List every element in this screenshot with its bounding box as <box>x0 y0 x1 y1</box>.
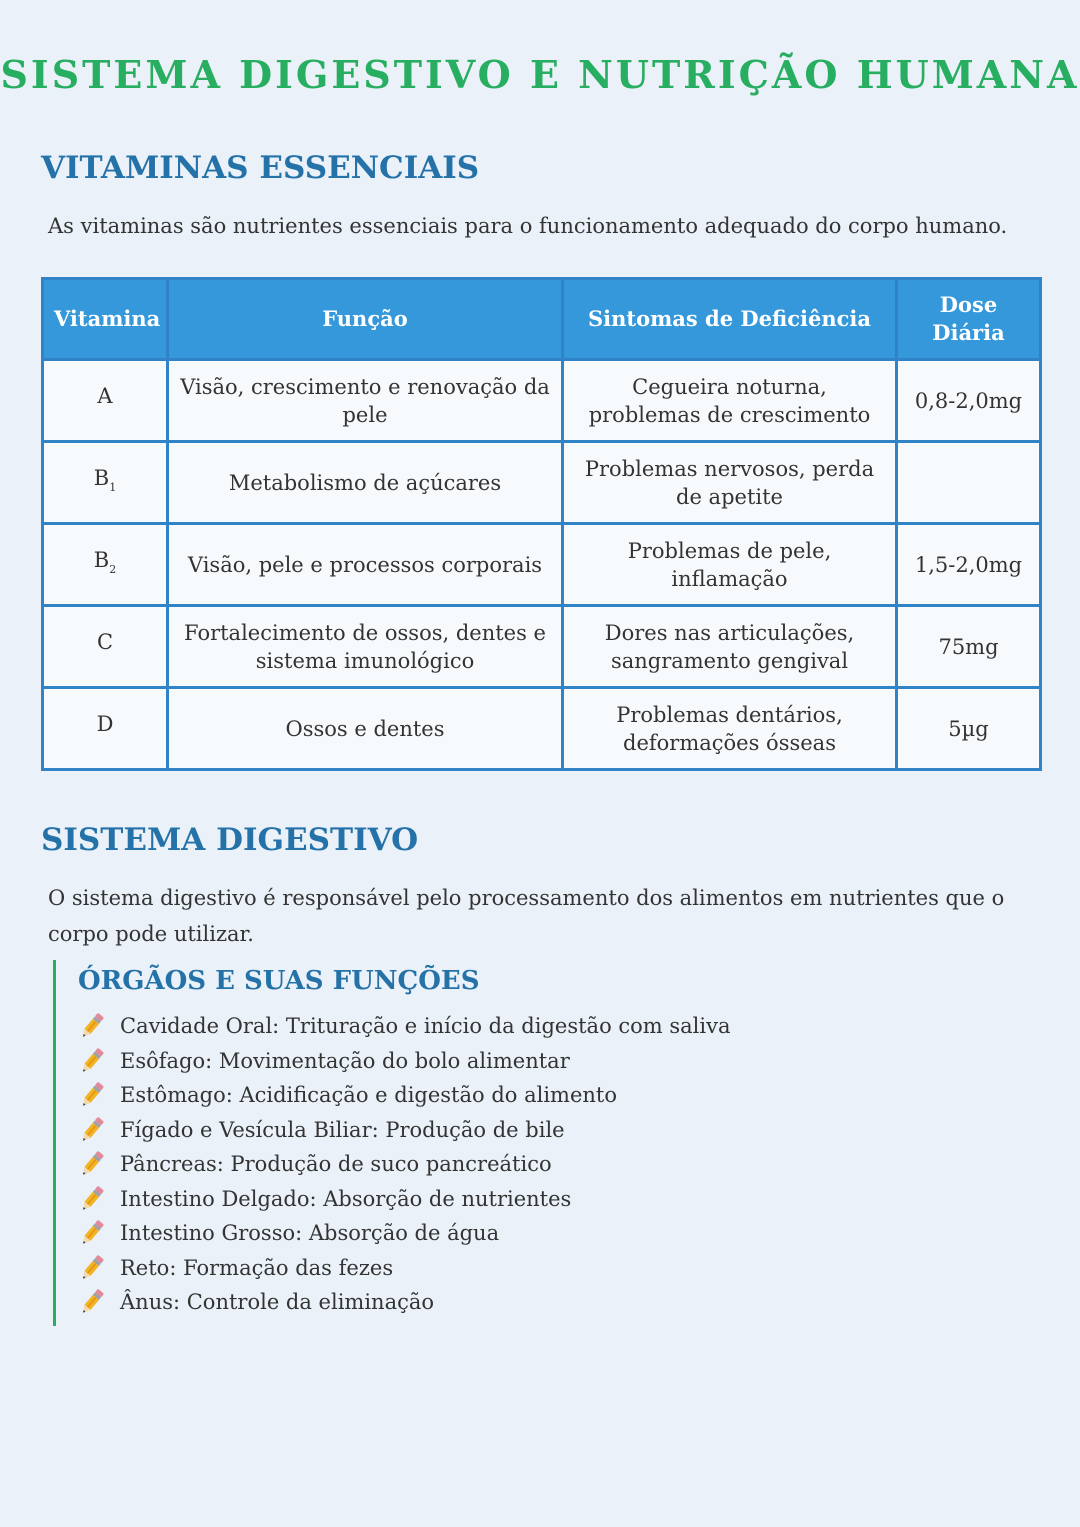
header-dose-line2: Diária <box>932 320 1005 345</box>
table-header-row <box>43 279 1041 360</box>
vitamin-cell <box>43 442 168 524</box>
pencil-icon <box>78 1289 106 1315</box>
function-cell: Ossos e dentes <box>168 688 563 770</box>
header-vitamin: Vitamina <box>43 279 168 360</box>
symptoms-cell: Problemas dentários, deformações ósseas <box>563 688 897 770</box>
table-row <box>43 524 1041 606</box>
symptoms-cell: Problemas nervosos, perda de apetite <box>563 442 897 524</box>
vitamins-intro-text: As vitaminas são nutrientes essenciais para o funcionamento adequado do corpo humano. <box>48 214 1008 238</box>
dose-cell <box>897 442 1041 524</box>
vitamin-cell <box>43 606 168 688</box>
list-item <box>78 1147 731 1182</box>
table-row <box>43 606 1041 688</box>
list-item <box>78 1078 731 1113</box>
function-cell: Metabolismo de açúcares <box>168 442 563 524</box>
vitamins-heading: VITAMINAS ESSENCIAIS <box>41 150 480 186</box>
dose-cell: 5µg <box>897 688 1041 770</box>
vitamin-letter: B <box>93 465 110 490</box>
vitamin-letter: A <box>97 383 113 408</box>
organ-text: Estômago: Acidificação e digestão do alimento <box>120 1083 617 1108</box>
pencil-icon <box>78 1013 106 1039</box>
vitamin-cell <box>43 524 168 606</box>
organ-text: Cavidade Oral: Trituração e início da digestão com saliva <box>120 1014 731 1039</box>
header-dose <box>897 279 1041 360</box>
vitamin-letter: B <box>93 547 110 572</box>
table-row <box>43 442 1041 524</box>
organ-text: Pâncreas: Produção de suco pancreático <box>120 1152 552 1177</box>
symptoms-cell: Problemas de pele, inflamação <box>563 524 897 606</box>
vitamin-cell <box>43 360 168 442</box>
digestive-heading: SISTEMA DIGESTIVO <box>41 822 419 858</box>
function-cell: Visão, crescimento e renovação da pele <box>168 360 563 442</box>
page-title: SISTEMA DIGESTIVO E NUTRIÇÃO HUMANA <box>0 52 1080 97</box>
pencil-icon <box>78 1255 106 1281</box>
dose-cell: 0,8-2,0mg <box>897 360 1041 442</box>
organs-callout <box>53 960 956 1326</box>
header-function: Função <box>168 279 563 360</box>
organ-text: Intestino Grosso: Absorção de água <box>120 1221 500 1246</box>
pencil-icon <box>78 1048 106 1074</box>
table-row <box>43 360 1041 442</box>
list-item <box>78 1285 731 1320</box>
organ-text: Esôfago: Movimentação do bolo alimentar <box>120 1048 570 1073</box>
list-item <box>78 1251 731 1286</box>
function-cell: Fortalecimento de ossos, dentes e sistema imunológico <box>168 606 563 688</box>
organ-text: Reto: Formação das fezes <box>120 1255 394 1280</box>
vitamin-letter: C <box>96 629 114 654</box>
vitamin-subscript: 2 <box>109 562 117 576</box>
dose-cell: 1,5-2,0mg <box>897 524 1041 606</box>
digestive-intro-text: O sistema digestivo é responsável pelo processamento dos alimentos em nutrientes que o corpo pode utilizar. <box>48 886 1005 946</box>
vitamin-subscript: 1 <box>109 480 117 494</box>
vitamins-table <box>41 277 1042 771</box>
pencil-icon <box>78 1220 106 1246</box>
vitamin-cell <box>43 688 168 770</box>
pencil-icon <box>78 1151 106 1177</box>
pencil-icon <box>78 1186 106 1212</box>
organ-text: Ânus: Controle da eliminação <box>120 1290 435 1315</box>
header-dose-line1: Dose <box>939 292 998 317</box>
pencil-icon <box>78 1117 106 1143</box>
list-item <box>78 1044 731 1079</box>
function-cell: Visão, pele e processos corporais <box>168 524 563 606</box>
table-row <box>43 688 1041 770</box>
organs-heading: ÓRGÃOS E SUAS FUNÇÕES <box>78 966 480 996</box>
list-item <box>78 1009 731 1044</box>
symptoms-cell: Cegueira noturna, problemas de crescimento <box>563 360 897 442</box>
list-item <box>78 1182 731 1217</box>
list-item <box>78 1216 731 1251</box>
pencil-icon <box>78 1082 106 1108</box>
organ-text: Intestino Delgado: Absorção de nutrientes <box>120 1186 572 1211</box>
symptoms-cell: Dores nas articulações, sangramento gengival <box>563 606 897 688</box>
organs-list <box>78 1009 731 1320</box>
organ-text: Fígado e Vesícula Biliar: Produção de bile <box>120 1117 565 1142</box>
dose-cell: 75mg <box>897 606 1041 688</box>
header-symptoms: Sintomas de Deficiência <box>563 279 897 360</box>
list-item <box>78 1113 731 1148</box>
vitamin-letter: D <box>96 711 114 736</box>
